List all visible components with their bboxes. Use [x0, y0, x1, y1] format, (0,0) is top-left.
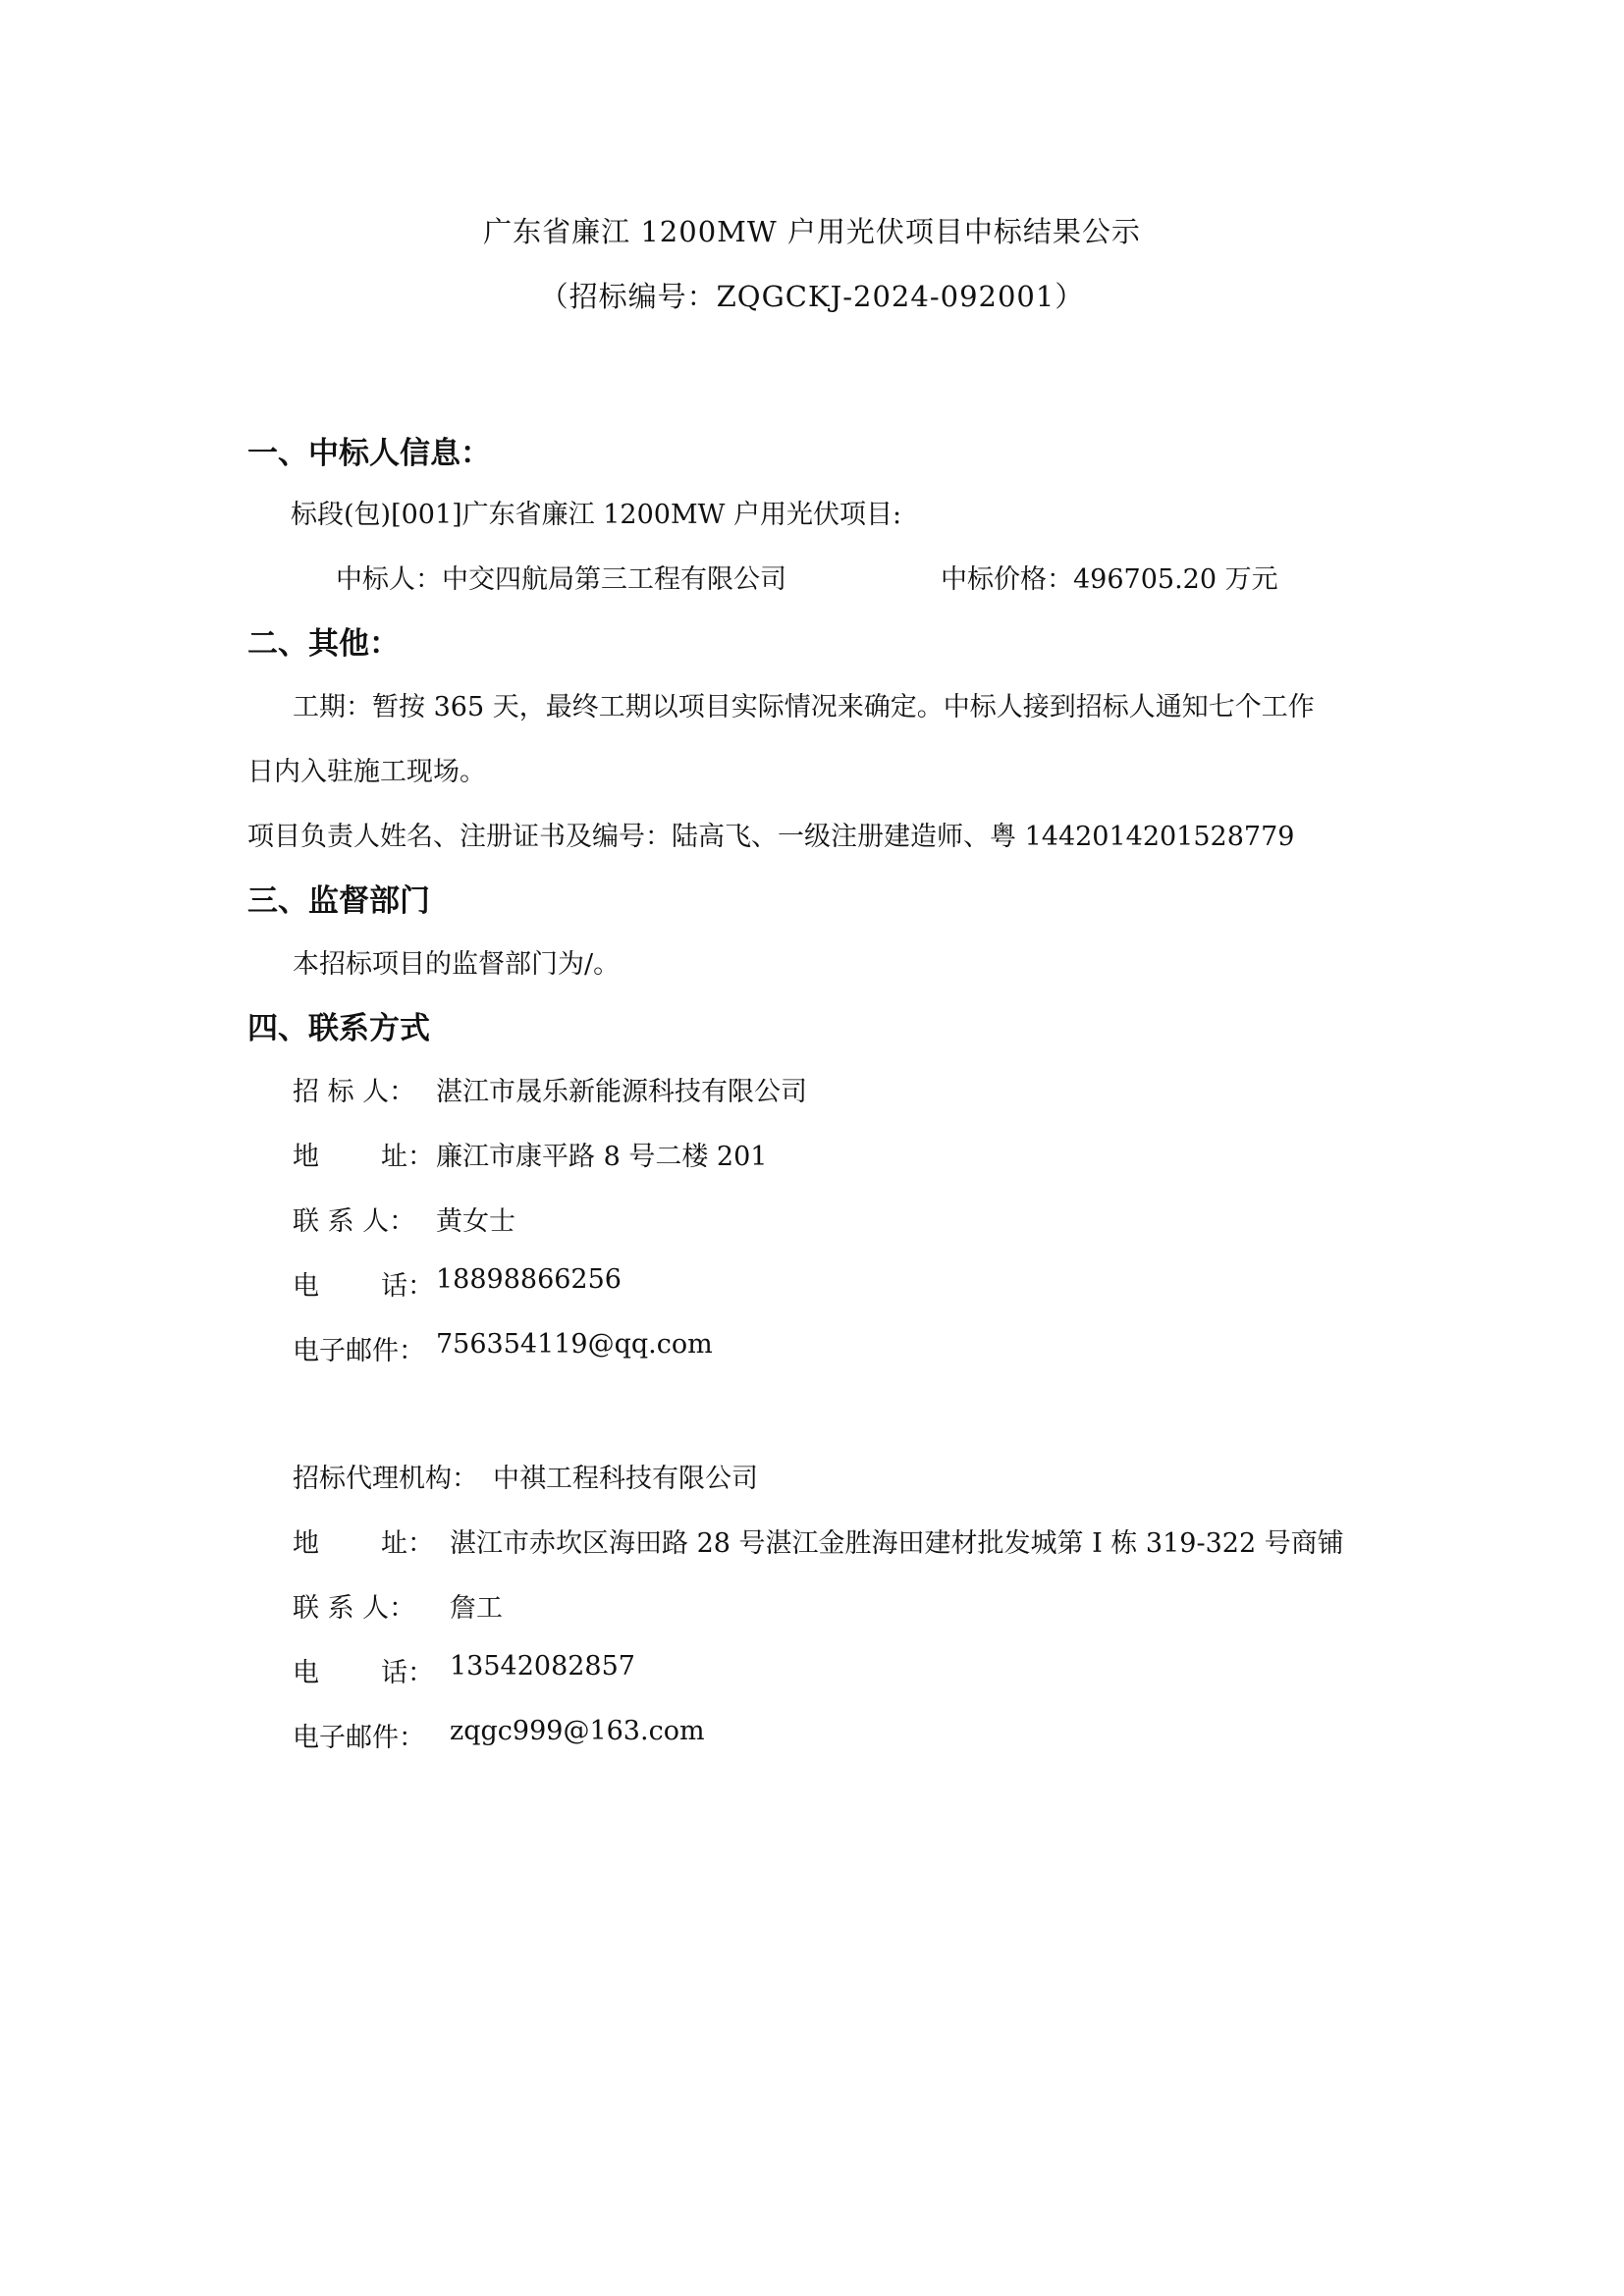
tenderer-phone-label-end: 话：: [381, 1271, 434, 1302]
document-title: 广东省廉江 1200MW 户用光伏项目中标结果公示: [483, 215, 1141, 248]
tenderer-email[interactable]: 756354119@qq.com: [436, 1329, 713, 1360]
lot-line: 标段(包)[001]广东省廉江 1200MW 户用光伏项目:: [291, 500, 902, 530]
tenderer-email-label: 电子邮件：: [293, 1336, 425, 1366]
duration-line-1: 工期：暂按 365 天，最终工期以项目实际情况来确定。中标人接到招标人通知七个工作: [293, 692, 1315, 722]
winner-line: 中标人：中交四航局第三工程有限公司: [336, 564, 786, 595]
agency-phone: 13542082857: [450, 1651, 635, 1682]
tenderer-phone-label-start: 电: [293, 1271, 319, 1302]
supervision-text: 本招标项目的监督部门为/。: [293, 949, 621, 980]
section-heading-contact: 四、联系方式: [247, 1011, 430, 1046]
agency-email-label: 电子邮件：: [293, 1723, 425, 1753]
agency-name: 中祺工程科技有限公司: [493, 1464, 758, 1494]
tenderer-contact-label: 联 系 人：: [293, 1206, 416, 1237]
agency-phone-label-end: 话：: [381, 1658, 434, 1688]
agency-address-label-end: 址：: [381, 1528, 434, 1559]
agency-address-label-start: 地: [293, 1528, 319, 1559]
section-heading-supervision: 三、监督部门: [247, 883, 430, 919]
tender-number: （招标编号：ZQGCKJ-2024-092001）: [539, 280, 1085, 313]
agency-label: 招标代理机构：: [293, 1464, 478, 1494]
tenderer-address-label-start: 地: [293, 1142, 319, 1172]
tenderer-phone: 18898866256: [436, 1264, 622, 1295]
agency-address: 湛江市赤坎区海田路 28 号湛江金胜海田建材批发城第 I 栋 319-322 号商铺: [450, 1528, 1344, 1559]
agency-contact-label: 联 系 人：: [293, 1593, 416, 1624]
agency-phone-label-start: 电: [293, 1658, 319, 1688]
agency-email[interactable]: zqgc999@163.com: [450, 1716, 705, 1746]
tenderer-name: 湛江市晟乐新能源科技有限公司: [436, 1077, 807, 1107]
agency-contact: 詹工: [450, 1593, 503, 1624]
tenderer-address: 廉江市康平路 8 号二楼 201: [436, 1142, 768, 1172]
winning-price: 中标价格：496705.20 万元: [941, 564, 1278, 595]
duration-line-2: 日内入驻施工现场。: [247, 757, 486, 787]
tenderer-address-label-end: 址：: [381, 1142, 434, 1172]
section-heading-other: 二、其他：: [247, 626, 400, 662]
project-manager-line: 项目负责人姓名、注册证书及编号：陆高飞、一级注册建造师、粤 1442014201528779: [247, 822, 1295, 852]
tenderer-contact: 黄女士: [436, 1206, 515, 1237]
section-heading-winner-info: 一、中标人信息：: [247, 436, 491, 471]
tenderer-label: 招 标 人：: [293, 1077, 416, 1107]
